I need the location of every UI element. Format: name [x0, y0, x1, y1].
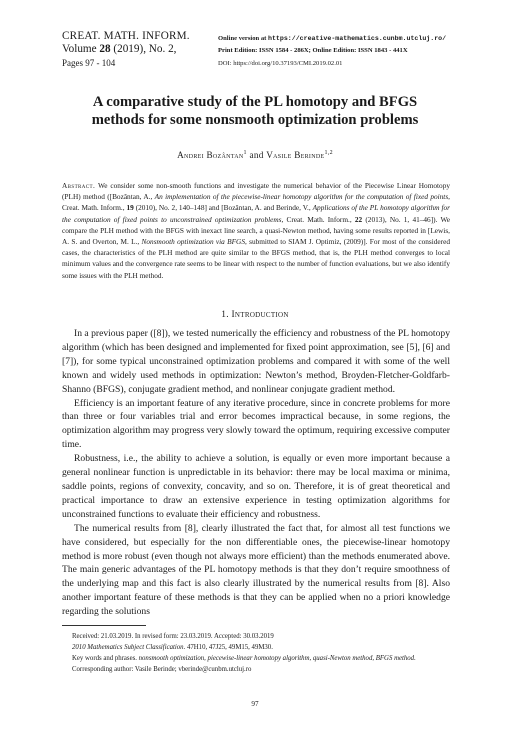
doi-line[interactable]: DOI: https://doi.org/10.37193/CMI.2019.02.01: [218, 59, 343, 67]
paragraph: Efficiency is an important feature of any iterative procedure, since in concrete problems for more than three or four variables trial and error becomes impractical because, in some regions, the optimization algorithm may progress very slowly toward the optimum, requiring excessive computer time.: [62, 397, 450, 451]
online-version: Online version at https://creative-mathematics.cunbm.utcluj.ro/: [218, 35, 447, 42]
received-dates: Received: 21.03.2019. In revised form: 23.03.2019. Accepted: 30.03.2019: [72, 633, 274, 640]
publication-info: [218, 33, 488, 70]
corresponding-author: Corresponding author: Vasile Berinde; vberinde@cunbm.utcluj.ro: [72, 665, 252, 673]
body-text: [62, 327, 450, 619]
issn-line: Print Edition: ISSN 1584 - 286X; Online Edition: ISSN 1843 - 441X: [218, 47, 408, 55]
abstract: Abstract. We consider some non-smooth functions and investigate the numerical behavior of the Piecewise Linear Homotopy (PLH) method ([Bozântan, A., An implementation of the piecewise-linear homotopy algorithm for the computation of fixed points, Creat. Math. Inform., 19 (2010), No. 2, 140–148] and [Bozântan, A. and Berinde, V., Applications of the PL homotopy algorithm for the computation of fixed points to unconstrained optimization problems, Creat. Math. Inform., 22 (2013), No. 1, 41–46]). We compare the PLH method with the BFGS with inexact line search, a quasi-Newton method, having some results reported in [Lewis, A. S. and Overton, M. L., Nonsmooth optimization via BFGS, submitted to SIAM J. Optimiz, (2009)]. For most of the considered cases, the characteristics of the PLH method are quite similar to the BFGS method, that is, the PLH method converges to local minimum values and the convergence rate seems to be linear with respect to the number of function evaluations, but we also identify some issues with the PLH method.: [62, 181, 450, 280]
journal-name: CREAT. MATH. INFORM.: [62, 30, 190, 42]
author-list: Andrei Bozântan$^1$ and Vasile Berinde$^{1,2}$: [177, 150, 333, 161]
footnote-divider: [62, 625, 146, 626]
abstract-label: Abstract.: [62, 181, 96, 190]
msc-classification: 2010 Mathematics Subject Classification. 47H10, 47J25, 49M15, 49M30.: [72, 643, 273, 651]
page-range: Pages 97 - 104: [62, 58, 116, 68]
volume-info: Volume 28 (2019), No. 2,: [62, 43, 177, 55]
paragraph: The numerical results from [8], clearly illustrated the fact that, for almost all test functions we have considered, but especially for the non differentiable ones, the piecewise-linear homotopy method is more robust (even though not always more efficient) than the methods enumerated above. The main generic advantages of the PL homotopy methods is that they don’t require smoothness of the underlying map and this fact is also clearly illustrated by the numerical results from [8]. Also another important feature of these methods is that they can be applied when no a priori knowledge regarding the solutions: [62, 522, 450, 618]
paragraph: In a previous paper ([8]), we tested numerically the efficiency and robustness of the PL homotopy algorithm (which has been designed and implemented for fixed point approximation, see [5], [6] and [7]), for some typical unconstrained optimization problems and compared it with some of the well known and widely used methods in optimization: Newton’s method, Broyden-Fletcher-Goldfarb-Shanno (BFGS), conjugate gradient method, and nonlinear conjugate gradient method.: [62, 328, 450, 395]
paper-title: A comparative study of the PL homotopy and BFGS methods for some nonsmooth optimization problems: [91, 94, 419, 128]
page-number: 97: [251, 700, 259, 708]
footnotes: [62, 632, 450, 676]
keywords: Key words and phrases. nonsmooth optimization, piecewise-linear homotopy algorithm, quasi-Newton method, BFGS method.: [72, 654, 416, 662]
section-heading: 1. Introduction: [221, 310, 289, 320]
author-1: Andrei Bozântan: [177, 150, 244, 161]
paragraph: Robustness, i.e., the ability to achieve a solution, is equally or even more important because a general nonlinear function is unpredictable in its behavior: there may be local maxima or minima, saddle points, regions of convexity, concavity, and so on. Therefore, it is of great theoretical and practical importance to draw an extensive experience in testing optimization algorithms for unconstrained functions to evaluate their efficiency and robustness.: [62, 453, 450, 520]
journal-header: [62, 30, 242, 69]
journal-url[interactable]: https://creative-mathematics.cunbm.utcluj.ro/: [268, 35, 447, 42]
author-2: Vasile Berinde: [266, 150, 325, 161]
